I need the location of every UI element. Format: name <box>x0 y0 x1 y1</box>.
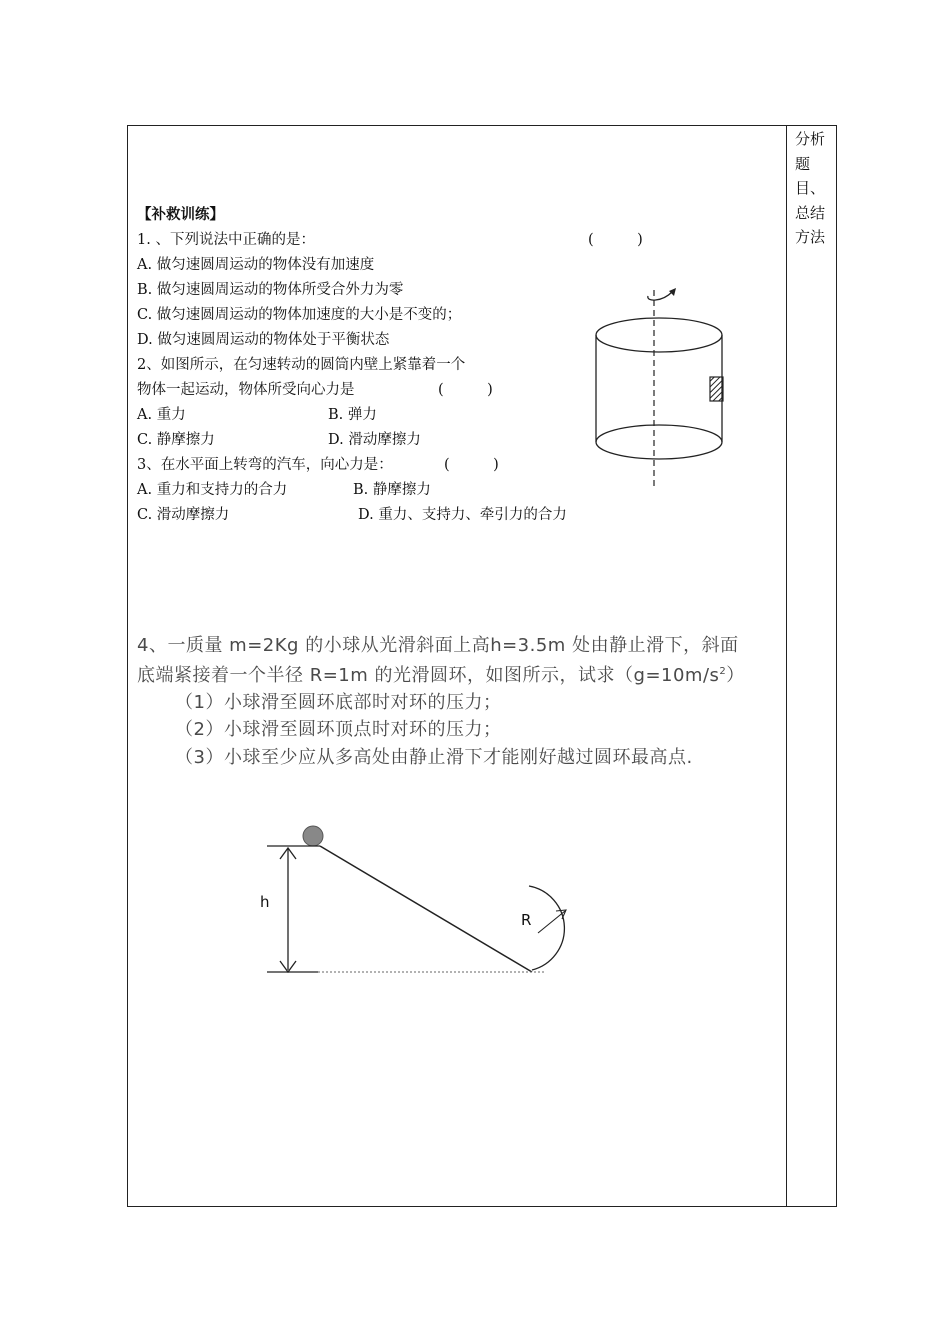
q1-answer-blank: ( ) <box>588 232 643 248</box>
q3-answer-blank: ( ) <box>444 457 499 473</box>
section-title: 【补救训练】 <box>137 206 224 223</box>
q4-sub3: （3）小球至少应从多高处由静止滑下才能刚好越过圆环最高点. <box>175 747 693 768</box>
cylinder-top <box>596 318 722 352</box>
q2-answer-blank: ( ) <box>438 382 493 398</box>
radius-label: R <box>521 911 532 929</box>
q2-option-a: A. 重力 <box>137 407 186 423</box>
incline-loop-figure <box>240 815 600 985</box>
incline-surface <box>320 846 532 972</box>
column-divider <box>786 125 787 1207</box>
rotation-arrow <box>648 292 672 300</box>
q2-stem-line1: 2、如图所示，在匀速转动的圆筒内壁上紧靠着一个 <box>137 357 466 373</box>
q1-option-b: B. 做匀速圆周运动的物体所受合外力为零 <box>137 282 404 298</box>
q3-option-b: B. 静摩擦力 <box>353 482 431 498</box>
q2-option-d: D. 滑动摩擦力 <box>328 432 421 448</box>
q1-option-d: D. 做匀速圆周运动的物体处于平衡状态 <box>137 332 390 348</box>
block-on-wall <box>710 377 723 401</box>
q3-option-a: A. 重力和支持力的合力 <box>137 482 288 498</box>
height-label: h <box>260 893 270 911</box>
q4-sub2: （2）小球滑至圆环顶点时对环的压力； <box>175 719 502 740</box>
q3-stem: 3、在水平面上转弯的汽车，向心力是： <box>137 457 393 473</box>
q4-line2-sup: 2 <box>719 666 727 677</box>
q3-option-d: D. 重力、支持力、牵引力的合力 <box>358 507 567 523</box>
rotation-arrowhead <box>669 288 676 296</box>
loop-arc <box>529 886 564 970</box>
q4-line2 <box>137 661 745 687</box>
q1-option-a: A. 做匀速圆周运动的物体没有加速度 <box>137 257 375 273</box>
q4-line1: 4、一质量 m=2Kg 的小球从光滑斜面上高h=3.5m 处由静止滑下，斜面 <box>137 635 739 656</box>
q2-option-b: B. 弹力 <box>328 407 377 423</box>
q4-sub1: （1）小球滑至圆环底部时对环的压力； <box>175 692 502 713</box>
q4-line2-end: ） <box>726 665 745 686</box>
cylinder-bottom <box>596 425 722 459</box>
radius-line <box>538 911 565 933</box>
ball <box>303 826 323 846</box>
q1-option-c: C. 做匀速圆周运动的物体加速度的大小是不变的； <box>137 307 462 323</box>
side-note: 分析题目、总结方法 <box>795 130 826 246</box>
q3-option-c: C. 滑动摩擦力 <box>137 507 230 523</box>
q4-line2-text: 底端紧接着一个半径 R=1m 的光滑圆环，如图所示，试求（g=10m/s <box>137 665 720 686</box>
rotating-cylinder-figure <box>588 282 738 494</box>
q2-option-c: C. 静摩擦力 <box>137 432 215 448</box>
q2-stem-line2: 物体一起运动，物体所受向心力是 <box>137 382 355 398</box>
q1-stem: 1. 、下列说法中正确的是： <box>137 232 315 248</box>
